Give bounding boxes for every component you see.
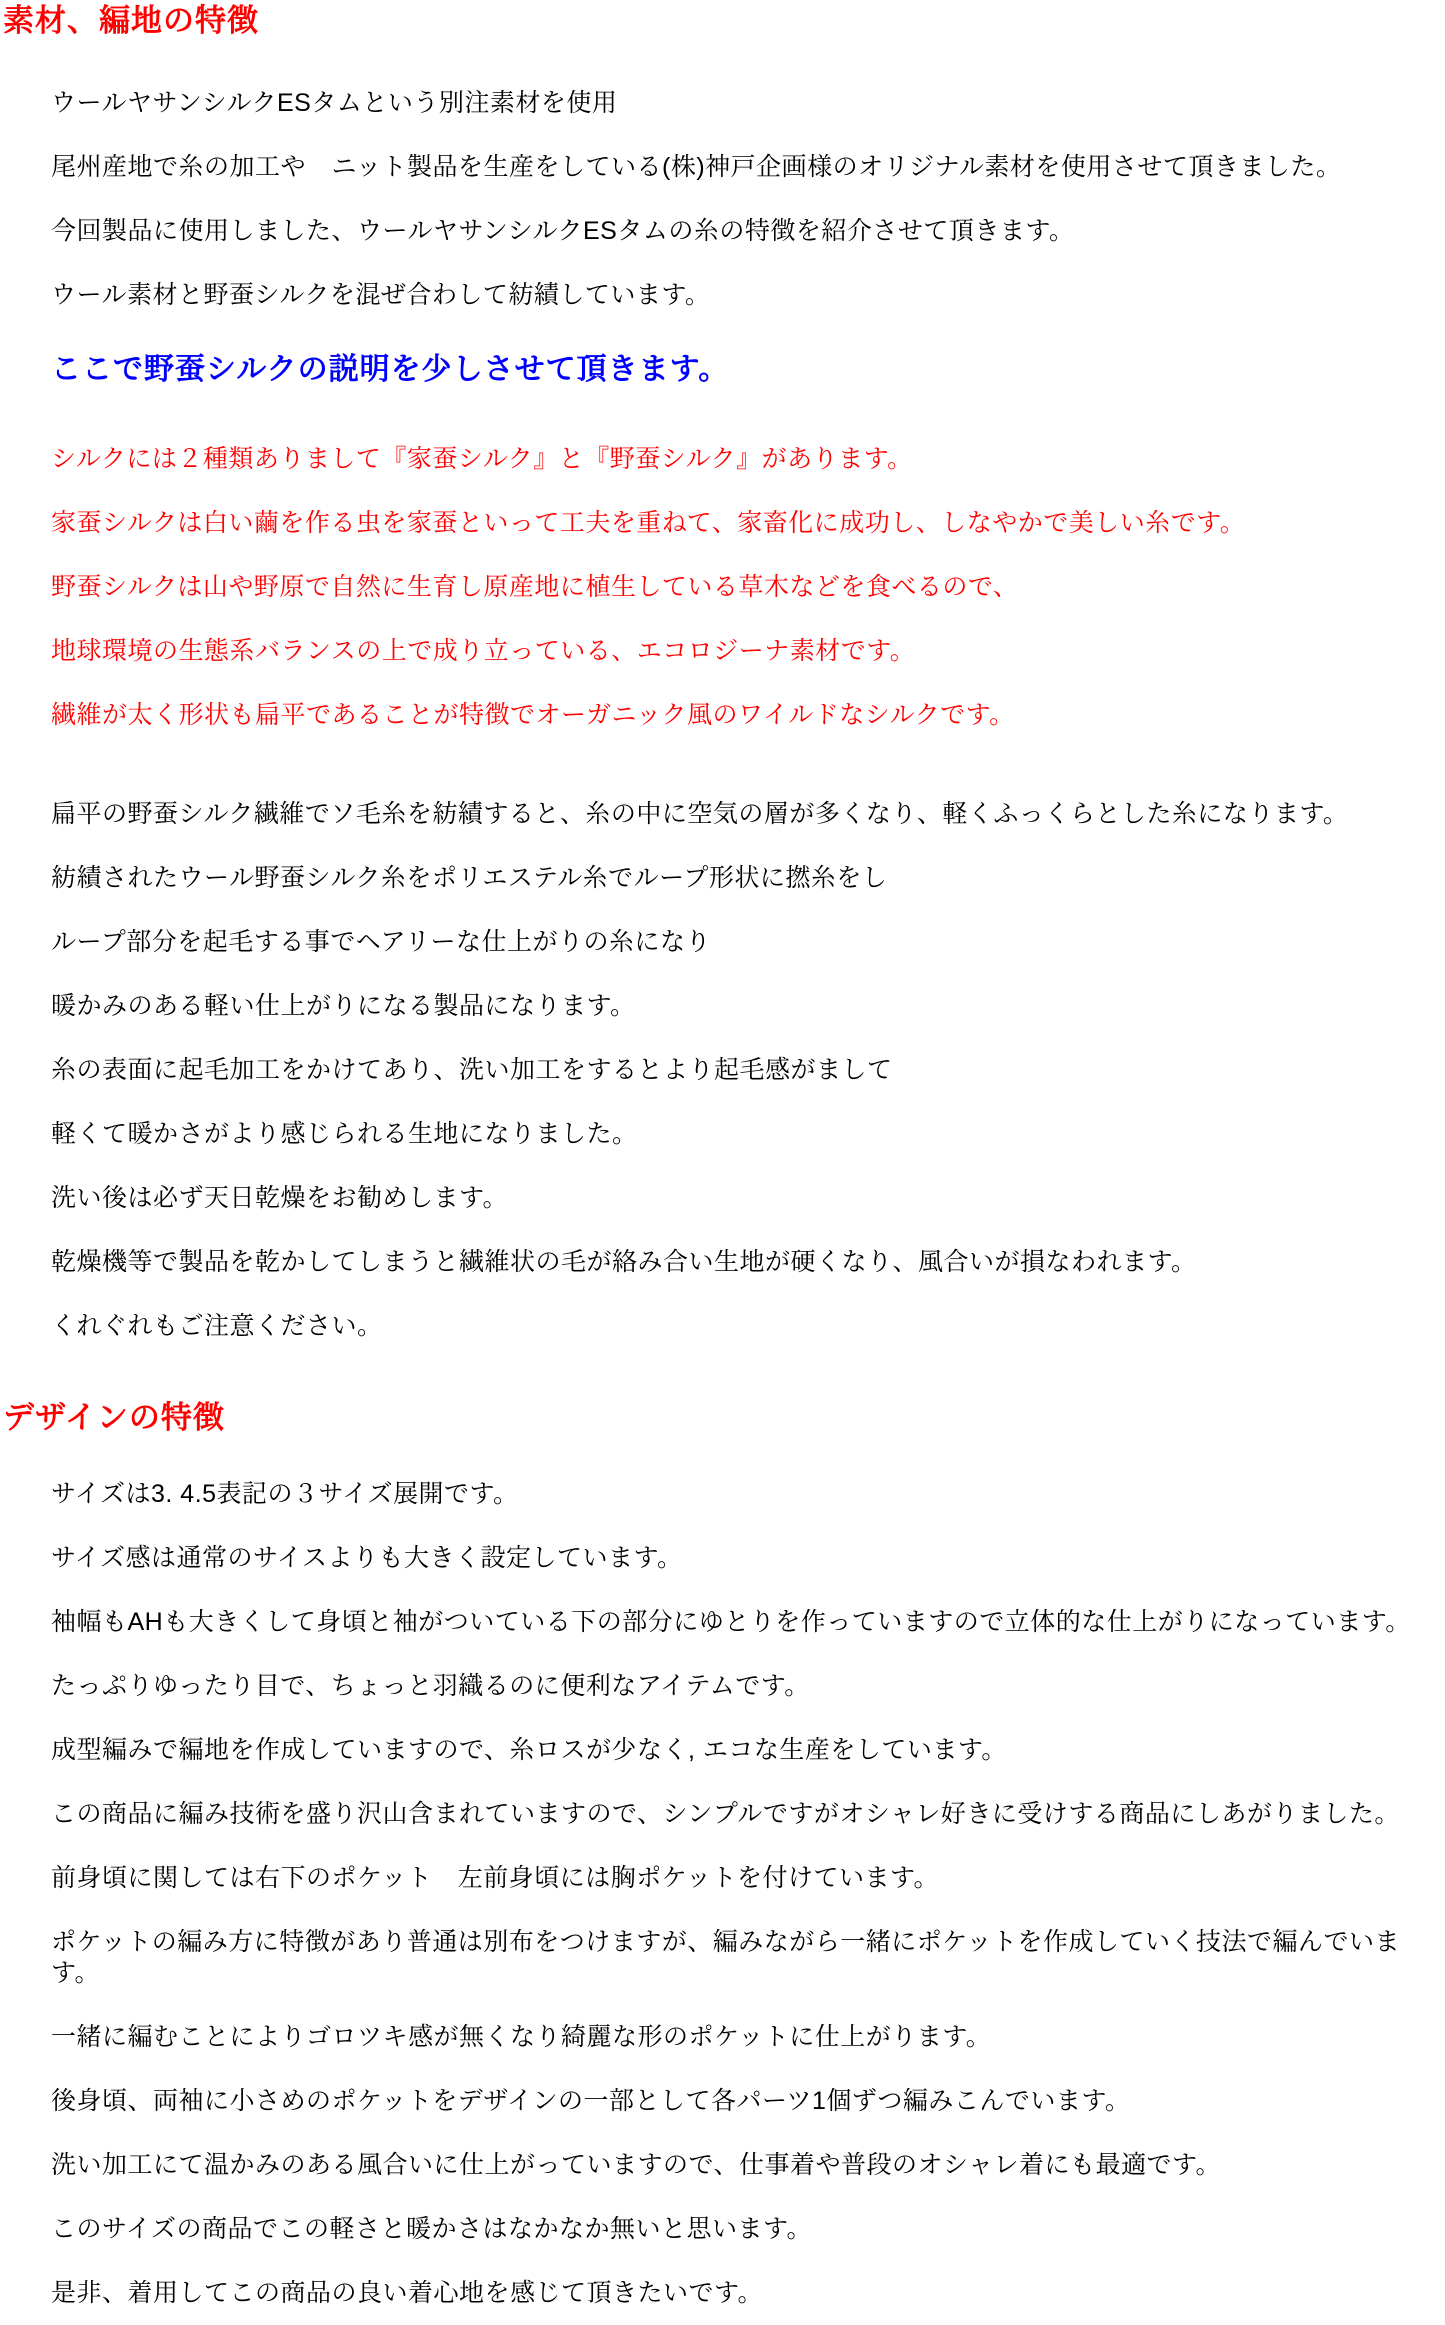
paragraph: サイズ感は通常のサイスよりも大きく設定しています。 (51, 1544, 683, 1572)
paragraph: このサイズの商品でこの軽さと暖かさはなかなか無いと思います。 (51, 2215, 813, 2243)
paragraph: 前身頃に関しては右下のポケット 左前身頃には胸ポケットを付けています。 (51, 1864, 940, 1892)
heading-material-features: 素材、編地の特徴 (3, 3, 259, 38)
paragraph: 今回製品に使用しました、ウールヤサンシルクESタムの糸の特徴を紹介させて頂きます。 (51, 217, 1075, 245)
paragraph: ポケットの編み方に特徴があり普通は別布をつけますが、編みながら一緒にポケットを作成していく技法で編んでいます。 (51, 1928, 1401, 1987)
paragraph: 乾燥機等で製品を乾かしてしまうと繊維状の毛が絡み合い生地が硬くなり、風合いが損なわれます。 (51, 1248, 1197, 1276)
paragraph: この商品に編み技術を盛り沢山含まれていますので、シンプルですがオシャレ好きに受けする商品にしあがりました。 (51, 1800, 1400, 1828)
paragraph: 成型編みで編地を作成していますので、糸ロスが少なく, エコな生産をしています。 (51, 1736, 1007, 1764)
paragraph-red: 野蚕シルクは山や野原で自然に生育し原産地に植生している草木などを食べるので、 (51, 573, 1019, 601)
paragraph: 後身頃、両袖に小さめのポケットをデザインの一部として各パーツ1個ずつ編みこんでいます。 (51, 2087, 1131, 2115)
paragraph: サイズは3. 4.5表記の３サイズ展開です。 (51, 1480, 519, 1508)
paragraph: 是非、着用してこの商品の良い着心地を感じて頂きたいです。 (51, 2279, 764, 2307)
paragraph: 扁平の野蚕シルク繊維でソ毛糸を紡績すると、糸の中に空気の層が多くなり、軽くふっくらとした糸になります。 (51, 800, 1349, 828)
heading-design-features: デザインの特徴 (3, 1400, 225, 1435)
paragraph-red: 繊維が太く形状も扁平であることが特徴でオーガニック風のワイルドなシルクです。 (51, 701, 1015, 729)
subheading-wild-silk-intro: ここで野蚕シルクの説明を少しさせて頂きます。 (51, 353, 730, 386)
paragraph: 糸の表面に起毛加工をかけてあり、洗い加工をするとより起毛感がまして (51, 1056, 893, 1084)
paragraph: 一緒に編むことによりゴロツキ感が無くなり綺麗な形のポケットに仕上がります。 (51, 2023, 992, 2051)
paragraph: 暖かみのある軽い仕上がりになる製品になります。 (51, 992, 636, 1020)
paragraph: 洗い後は必ず天日乾燥をお勧めします。 (51, 1184, 509, 1212)
paragraph: ウールヤサンシルクESタムという別注素材を使用 (51, 89, 618, 117)
paragraph-red: 地球環境の生態系バランスの上で成り立っている、エコロジーナ素材です。 (51, 637, 916, 665)
paragraph-red: 家蚕シルクは白い繭を作る虫を家蚕といって工夫を重ねて、家畜化に成功し、しなやかで美しい糸です。 (51, 509, 1246, 537)
paragraph-red: シルクには２種類ありまして『家蚕シルク』と『野蚕シルク』があります。 (51, 445, 913, 473)
paragraph: 袖幅もAHも大きくして身頃と袖がついている下の部分にゆとりを作っていますので立体的な仕上がりになっています。 (51, 1608, 1411, 1636)
paragraph: 尾州産地で糸の加工や ニット製品を生産をしている(株)神戸企画様のオリジナル素材を使用させて頂きました。 (51, 153, 1342, 181)
paragraph: 洗い加工にて温かみのある風合いに仕上がっていますので、仕事着や普段のオシャレ着にも最適です。 (51, 2151, 1222, 2179)
paragraph: たっぷりゆったり目で、ちょっと羽織るのに便利なアイテムです。 (51, 1672, 810, 1700)
paragraph: くれぐれもご注意ください。 (51, 1312, 383, 1340)
paragraph: ウール素材と野蚕シルクを混ぜ合わして紡績しています。 (51, 281, 711, 309)
paragraph: 紡績されたウール野蚕シルク糸をポリエステル糸でループ形状に撚糸をし (51, 864, 888, 892)
paragraph: 軽くて暖かさがより感じられる生地になりました。 (51, 1120, 638, 1148)
paragraph: ループ部分を起毛する事でヘアリーな仕上がりの糸になり (51, 928, 712, 956)
